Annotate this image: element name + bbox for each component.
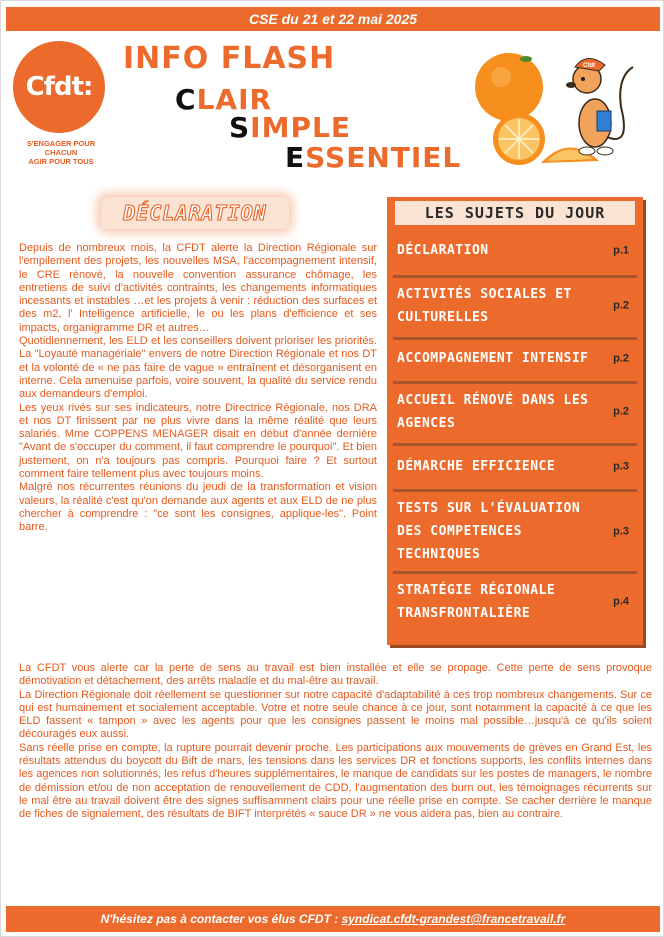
cfdt-logo <box>13 41 105 133</box>
sujet-label: ACTIVITÉS SOCIALES ET CULTURELLES <box>397 287 572 325</box>
date-bar: CSE du 21 et 22 mai 2025 <box>6 7 660 31</box>
paragraph: La CFDT vous alerte car la perte de sens au travail est bien installée et elle se propage. Cette perte de sens provoque démotivation et détachement, des arrêts maladie et du mal-être au travail. <box>19 662 652 688</box>
sujet-page: p.2 <box>613 405 629 418</box>
sujet-page: p.3 <box>613 460 629 473</box>
info-flash-title: INFO FLASH <box>123 41 336 76</box>
divider <box>393 443 637 446</box>
sujet-page: p.2 <box>613 352 629 365</box>
word-essentiel: ESSENTIEL <box>285 141 462 174</box>
word-clair: CLAIR <box>175 83 273 116</box>
sujet-item-accompagnement-intensif[interactable] <box>393 347 637 371</box>
paragraph: Les yeux rivés sur ses indicateurs, notre Directrice Régionale, nos DRA et nos DT finissent par ne plus vivre dans la même réalité que leurs salariés. Mme COPPENS MENAGER disait en début d'année dernière "Avant de s'occuper du comment, il faut comprendre le pourquoi". Et bien justement, on n'a toujours pas compris. Pourquoi faire ? Et surtout comment faire tellement plus avec toujours moins. <box>19 401 377 481</box>
oranges-mascot-illustration <box>471 37 661 177</box>
sujet-label: ACCOMPAGNEMENT INTENSIF <box>397 351 589 366</box>
declaration-left-column <box>19 242 377 535</box>
sujets-du-jour-box <box>387 197 643 645</box>
sujet-item-activites-sociales[interactable] <box>393 283 637 329</box>
paragraph: Sans réelle prise en compte, la rupture pourrait devenir proche. Les participations aux mouvements de grèves en Grand Est, les résultats attendus du boycott du Bift de mars, les tensions dans les services DR et fonctions supports, les conflits internes dans les agences non solutionnés, les refus d'heures supplémentaires, le manque de candidats sur les postes de managers, le nombre de démission et/ou de non acceptation de renouvellement de CDD, l'augmentation des burn out, les témoignages récurrents sur le mal être au travail doivent être des signes suffisamment clairs pour une réelle prise en compte. Se cacher derrière le manque de fiches de signalement, des résultats de BIFT interprétés « sauce DR » ne vous aidera pas, bien au contraire. <box>19 741 652 821</box>
divider <box>393 571 637 574</box>
word-simple: SIMPLE <box>229 111 351 144</box>
divider <box>393 489 637 492</box>
declaration-title: DÉCLARATION <box>101 197 289 229</box>
sujet-item-strategie-regionale[interactable] <box>393 579 637 625</box>
sujet-label: DÉCLARATION <box>397 243 489 258</box>
tagline-line-2: AGIR POUR TOUS <box>28 157 94 166</box>
sujet-label: TESTS SUR L'ÉVALUATION DES COMPETENCES TECHNIQUES <box>397 501 581 562</box>
sujet-item-tests-evaluation[interactable] <box>393 497 637 566</box>
sujets-title: LES SUJETS DU JOUR <box>395 201 635 225</box>
sujet-label: DÉMARCHE EFFICIENCE <box>397 459 556 474</box>
sujet-page: p.3 <box>613 525 629 537</box>
sujet-page: p.1 <box>613 244 629 257</box>
sujet-page: p.2 <box>613 299 629 312</box>
sujet-label: STRATÉGIE RÉGIONALE TRANSFRONTALIÈRE <box>397 583 556 621</box>
paragraph: La Direction Régionale doit réellement se questionner sur notre capacité d'adaptabilité à ces trop nombreux changements. Sur ce qui est humainement et socialement acceptable. Votre et notre seule chance à ce jour, sont notamment la capacité à ce que les ELD fassent « tampon » avec les agents pour que les consignes passent le moins mal possible…jusqu'à ce qu'ils soient découragés eux aussi. <box>19 688 652 741</box>
paragraph: Depuis de nombreux mois, la CFDT alerte la Direction Régionale sur l'empilement des projets, les nouvelles MSA, l'accompagnement intensif, le CRE rénové, la nouvelle convention assurance chômage, les entretiens de suivi d'activités contraints, les changements informatiques incessants et instables …et les projets à venir : réduction des surfaces et des m2, l' Intelligence artificielle, le ou les plans d'efficience et ses impacts, organigramme DR et autres… <box>19 242 377 334</box>
sujet-item-accueil-renove[interactable] <box>393 389 637 435</box>
contact-email-link[interactable]: syndicat.cfdt-grandest@francetravail.fr <box>341 912 566 926</box>
sujet-item-demarche-efficience[interactable] <box>393 455 637 479</box>
sujet-item-declaration[interactable] <box>393 239 637 263</box>
cfdt-tagline <box>11 139 111 166</box>
divider <box>393 337 637 340</box>
paragraph: Malgré nos récurrentes réunions du jeudi de la transformation et vision valeurs, la réalité c'est qu'on demande aux agents et aux ELD de ne plus chercher à comprendre : "ce sont les consignes, applique-les". Point barre. <box>19 481 377 534</box>
footer-text: N'hésitez pas à contacter vos élus CFDT : <box>100 912 342 926</box>
mascot-cap-text: Cfdt <box>583 63 595 69</box>
contact-footer <box>6 906 660 932</box>
sujet-page: p.4 <box>613 595 629 608</box>
divider <box>393 381 637 384</box>
divider <box>393 275 637 278</box>
declaration-full-width <box>19 662 652 822</box>
sujet-label: ACCUEIL RÉNOVÉ DANS LES AGENCES <box>397 393 589 431</box>
paragraph: Quotidiennement, les ELD et les conseillers doivent prioriser les priorités. La "Loyauté managériale" envers de notre Direction Régionale et nos DT et la volonté de « ne pas faire de vague » entraînent et désorganisent en interne. Cela amenuise parfois, voire souvent, la qualité du service rendu aux demandeurs d'emploi. <box>19 335 377 401</box>
cfdt-logo-text: Cfdt: <box>25 72 93 102</box>
tagline-line-1: S'ENGAGER POUR CHACUN <box>26 139 96 157</box>
